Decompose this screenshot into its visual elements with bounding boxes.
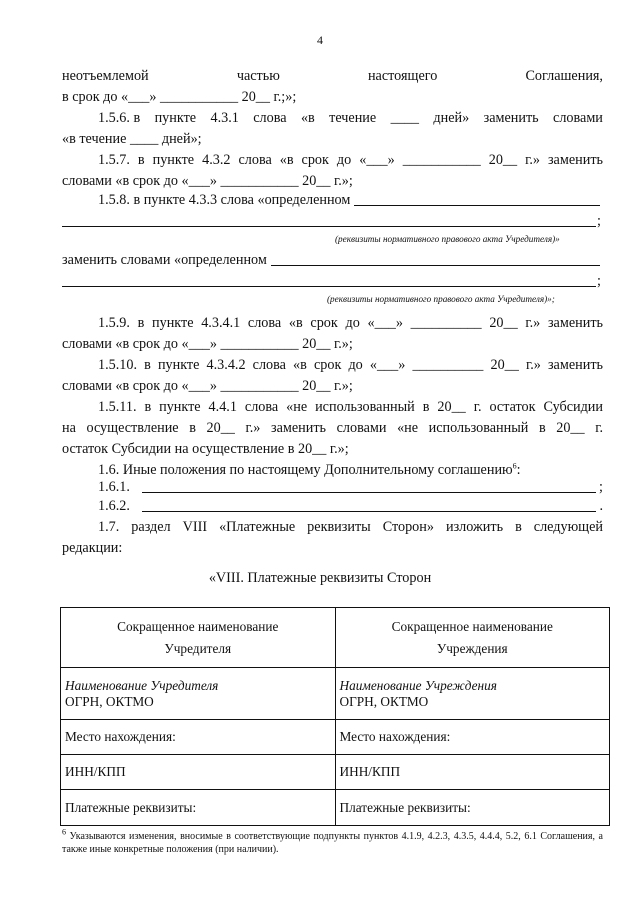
semicolon: ; [599, 479, 603, 495]
footnote-ref: 6 [512, 461, 517, 471]
table-cell [335, 608, 610, 668]
caption: (реквизиты нормативного правового акта Учредителя)»; [327, 294, 555, 304]
word: заменить [483, 110, 539, 126]
semicolon: ; [597, 213, 601, 229]
cell-line: Сокращенное наименование [117, 618, 279, 634]
table-cell [335, 668, 610, 720]
clause-1-6-2 [98, 497, 603, 515]
section-title: «VIII. Платежные реквизиты Сторон [208, 570, 432, 586]
fill-line [354, 192, 600, 206]
word: 1.5.6. в [98, 110, 141, 126]
cell-line: Учреждения [436, 640, 508, 656]
table-row [61, 720, 610, 755]
clause-text: заменить словами «определенном [62, 252, 267, 268]
word: течение [329, 110, 377, 126]
clause-label: 1.6.2. [98, 498, 130, 514]
word: «в [300, 110, 315, 126]
clause-1-5-7-line2: словами «в срок до «___» ___________ 20__ г.»; [62, 173, 353, 189]
fill-line [62, 226, 596, 227]
word: частью [236, 68, 280, 84]
clause-1-5-9-line2: словами «в срок до «___» ___________ 20__ г.»; [62, 336, 353, 352]
word: 4.3.1 [210, 110, 239, 126]
fill-line [271, 252, 600, 266]
para-continuation-line1 [62, 67, 603, 85]
footnote-rule [62, 825, 222, 826]
table-row [61, 755, 610, 790]
clause-text: 1.5.8. в пункте 4.3.3 слова «определенном [98, 192, 351, 208]
clause-1-5-6-line2: «в течение ____ дней»; [62, 131, 202, 147]
clause-1-5-11-line2: на осуществление в 20__ г.» заменить словами «не использованный в 20__ г. [62, 420, 603, 436]
clause-1-5-9-line1: 1.5.9. в пункте 4.3.4.1 слова «в срок до «___» __________ 20__ г.» заменить [98, 315, 603, 331]
period: . [599, 498, 603, 514]
clause-1-7-line1: 1.7. раздел VIII «Платежные реквизиты Сторон» изложить в следующей [98, 519, 603, 535]
cell-line: ОГРН, ОКТМО [339, 693, 429, 709]
para-continuation-line2: в срок до «___» ___________ 20__ г.;»; [62, 89, 297, 105]
word: ____ [390, 110, 419, 126]
clause-label: 1.6.1. [98, 479, 130, 495]
table-row [61, 668, 610, 720]
footnote [62, 827, 603, 856]
clause-1-5-11-line3: остаток Субсидии на осуществление в 20__ г.»; [62, 441, 349, 457]
table-cell: ИНН/КПП [61, 755, 336, 790]
table-cell: Платежные реквизиты: [61, 790, 336, 826]
word: настоящего [367, 68, 438, 84]
clause-1-5-10-line2: словами «в срок до «___» ___________ 20__ г.»; [62, 378, 353, 394]
table-cell [61, 608, 336, 668]
cell-line: Сокращенное наименование [391, 618, 553, 634]
table-cell [61, 668, 336, 720]
fill-line [62, 286, 596, 287]
table-cell: Место нахождения: [335, 720, 610, 755]
semicolon: ; [597, 273, 601, 289]
clause-1-6 [98, 461, 521, 479]
footnote-mark: 6 [62, 827, 66, 837]
word: слова [253, 110, 287, 126]
table-cell: Место нахождения: [61, 720, 336, 755]
cell-line: Наименование Учредителя [65, 677, 219, 693]
clause-1-5-11-line1: 1.5.11. в пункте 4.4.1 слова «не использованный в 20__ г. остаток Субсидии [98, 399, 603, 415]
clause-1-7-line2: редакции: [62, 540, 123, 556]
footnote-text: Указываются изменения, вносимые в соответствующие подпункты пунктов 4.1.9, 4.2.3, 4.3.5, 4.4.4, 5.2, 6.1 Соглашения, а также иные конкретные положения (при наличии). [62, 831, 603, 855]
colon: : [516, 462, 521, 478]
fill-line [142, 498, 597, 512]
table-row [61, 608, 610, 668]
replace-line1 [62, 251, 603, 269]
clause-1-5-10-line1: 1.5.10. в пункте 4.3.4.2 слова «в срок до «___» __________ 20__ г.» заменить [98, 357, 603, 373]
word: словами [553, 110, 603, 126]
word: неотъемлемой [62, 68, 149, 84]
word: пункте [154, 110, 197, 126]
clause-1-5-6-line1 [98, 109, 603, 127]
cell-line: Наименование Учреждения [339, 677, 497, 693]
clause-1-5-7-line1: 1.5.7. в пункте 4.3.2 слова «в срок до «___» ___________ 20__ г.» заменить [98, 152, 603, 168]
clause-1-6-1 [98, 478, 603, 496]
requisites-table [60, 607, 610, 826]
table-cell: ИНН/КПП [335, 755, 610, 790]
clause-1-5-8-line1 [98, 191, 603, 209]
page-number: 4 [317, 33, 323, 47]
clause-text: 1.6. Иные положения по настоящему Дополнительному соглашению [98, 462, 513, 478]
fill-line [142, 479, 596, 493]
cell-line: ОГРН, ОКТМО [65, 693, 154, 709]
table-row [61, 790, 610, 826]
cell-line: Учредителя [164, 640, 232, 656]
word: дней» [433, 110, 470, 126]
word: Соглашения, [525, 68, 603, 84]
caption: (реквизиты нормативного правового акта Учредителя)» [335, 234, 560, 244]
table-cell: Платежные реквизиты: [335, 790, 610, 826]
